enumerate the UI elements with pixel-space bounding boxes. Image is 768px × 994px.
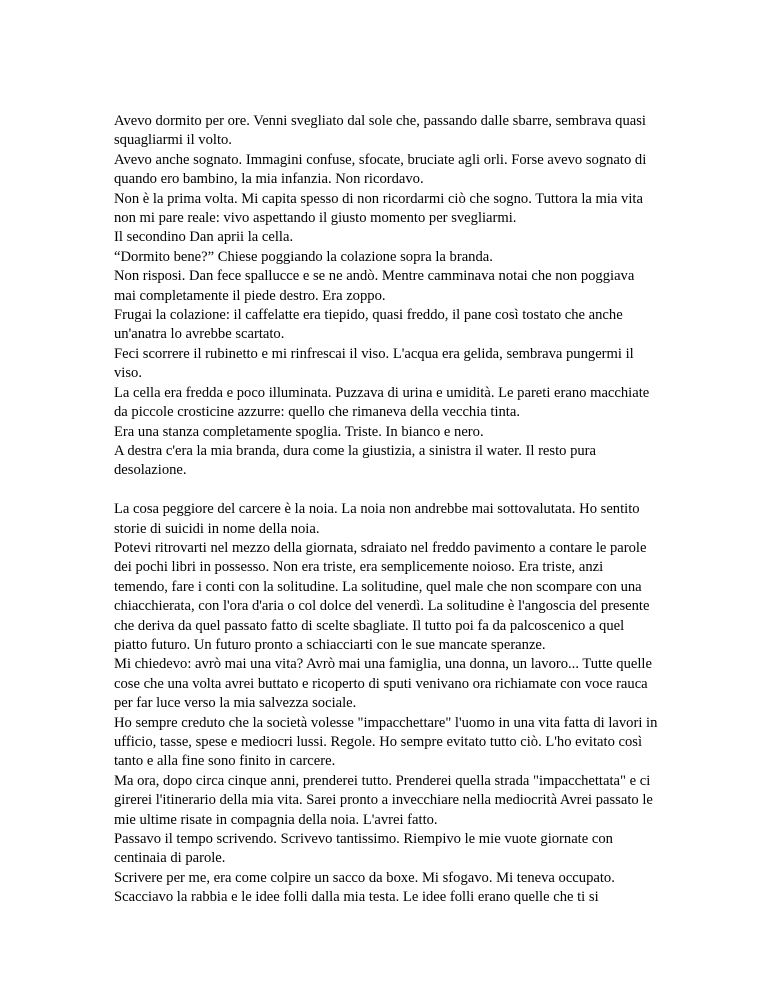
paragraph: Era una stanza completamente spoglia. Triste. In bianco e nero. <box>114 423 484 440</box>
paragraph: Scrivere per me, era come colpire un sacco da boxe. Mi sfogavo. Mi teneva occupato. Scacciavo la rabbia e le idee folli dalla mia testa. Le idee folli erano quelle che ti si <box>114 869 615 906</box>
paragraph: Il secondino Dan aprii la cella. <box>114 229 294 246</box>
paragraph-block-2 <box>114 500 659 908</box>
paragraph: La cosa peggiore del carcere è la noia. La noia non andrebbe mai sottovalutata. Ho sentito storie di suicidi in nome della noia. <box>114 501 640 537</box>
paragraph: “Dormito bene?” Chiese poggiando la colazione sopra la branda. <box>114 248 493 265</box>
paragraph: Passavo il tempo scrivendo. Scrivevo tantissimo. Riempivo le mie vuote giornate con centinaia di parole. <box>114 831 613 867</box>
paragraph: Non risposi. Dan fece spallucce e se ne andò. Mentre camminava notai che non poggiava mai completamente il piede destro. Era zoppo. <box>114 268 635 304</box>
paragraph: Frugai la colazione: il caffelatte era tiepido, quasi freddo, il pane così tostato che anche un'anatra lo avrebbe scartato. <box>114 307 623 343</box>
paragraph: Feci scorrere il rubinetto e mi rinfrescai il viso. L'acqua era gelida, sembrava pungermi il viso. <box>114 345 634 382</box>
paragraph: Avevo anche sognato. Immagini confuse, sfocate, bruciate agli orli. Forse avevo sognato di quando ero bambino, la mia infanzia. Non ricordavo. <box>114 151 647 188</box>
paragraph-spacer <box>114 481 659 500</box>
paragraph: Avevo dormito per ore. Venni svegliato dal sole che, passando dalle sbarre, sembrava quasi squagliarmi il volto. <box>114 113 646 149</box>
paragraph: A destra c'era la mia branda, dura come la giustizia, a sinistra il water. Il resto pura desolazione. <box>114 442 597 479</box>
paragraph: La cella era fredda e poco illuminata. Puzzava di urina e umidità. Le pareti erano macchiate da piccole crosticine azzurre: quello che rimaneva della vecchia tinta. <box>114 384 650 421</box>
paragraph: Potevi ritrovarti nel mezzo della giornata, sdraiato nel freddo pavimento a contare le parole dei pochi libri in possesso. Non era triste, era semplicemente noioso. Era triste, anzi temendo, fare i conti con la solitudine. La solitudine, quel male che non scompare con una chiacchierata, con l'ora d'aria o col dolce del venerdì. La solitudine è l'angoscia del presente che deriva da quel passato fatto di scelte sbagliate. Il tutto poi fa da palcoscenico a quel piatto futuro. Un futuro pronto a schiacciarti con le sue mancate speranze. <box>114 539 650 653</box>
paragraph: Mi chiedevo: avrò mai una vita? Avrò mai una famiglia, una donna, un lavoro... Tutte quelle cose che una volta avrei buttato e ricoperto di sputi venivano ora richiamate con voce rauca per far luce verso la mia salvezza sociale. <box>114 656 652 712</box>
paragraph: Non è la prima volta. Mi capita spesso di non ricordarmi ciò che sogno. Tuttora la mia vita non mi pare reale: vivo aspettando il giusto momento per svegliarmi. <box>114 190 643 227</box>
document-page <box>114 112 659 908</box>
paragraph-block-1 <box>114 112 659 481</box>
paragraph: Ho sempre creduto che la società volesse "impacchettare" l'uomo in una vita fatta di lavori in ufficio, tasse, spese e mediocri lussi. Regole. Ho sempre evitato tutto ciò. L'ho evitato così tanto e alla fine sono finito in carcere. <box>114 714 658 770</box>
paragraph: Ma ora, dopo circa cinque anni, prenderei tutto. Prenderei quella strada "impacchettata" e ci girerei l'itinerario della mia vita. Sarei pronto a invecchiare nella mediocrità Avrei passato le mie ultime risate in compagnia della noia. L'avrei fatto. <box>114 772 653 828</box>
